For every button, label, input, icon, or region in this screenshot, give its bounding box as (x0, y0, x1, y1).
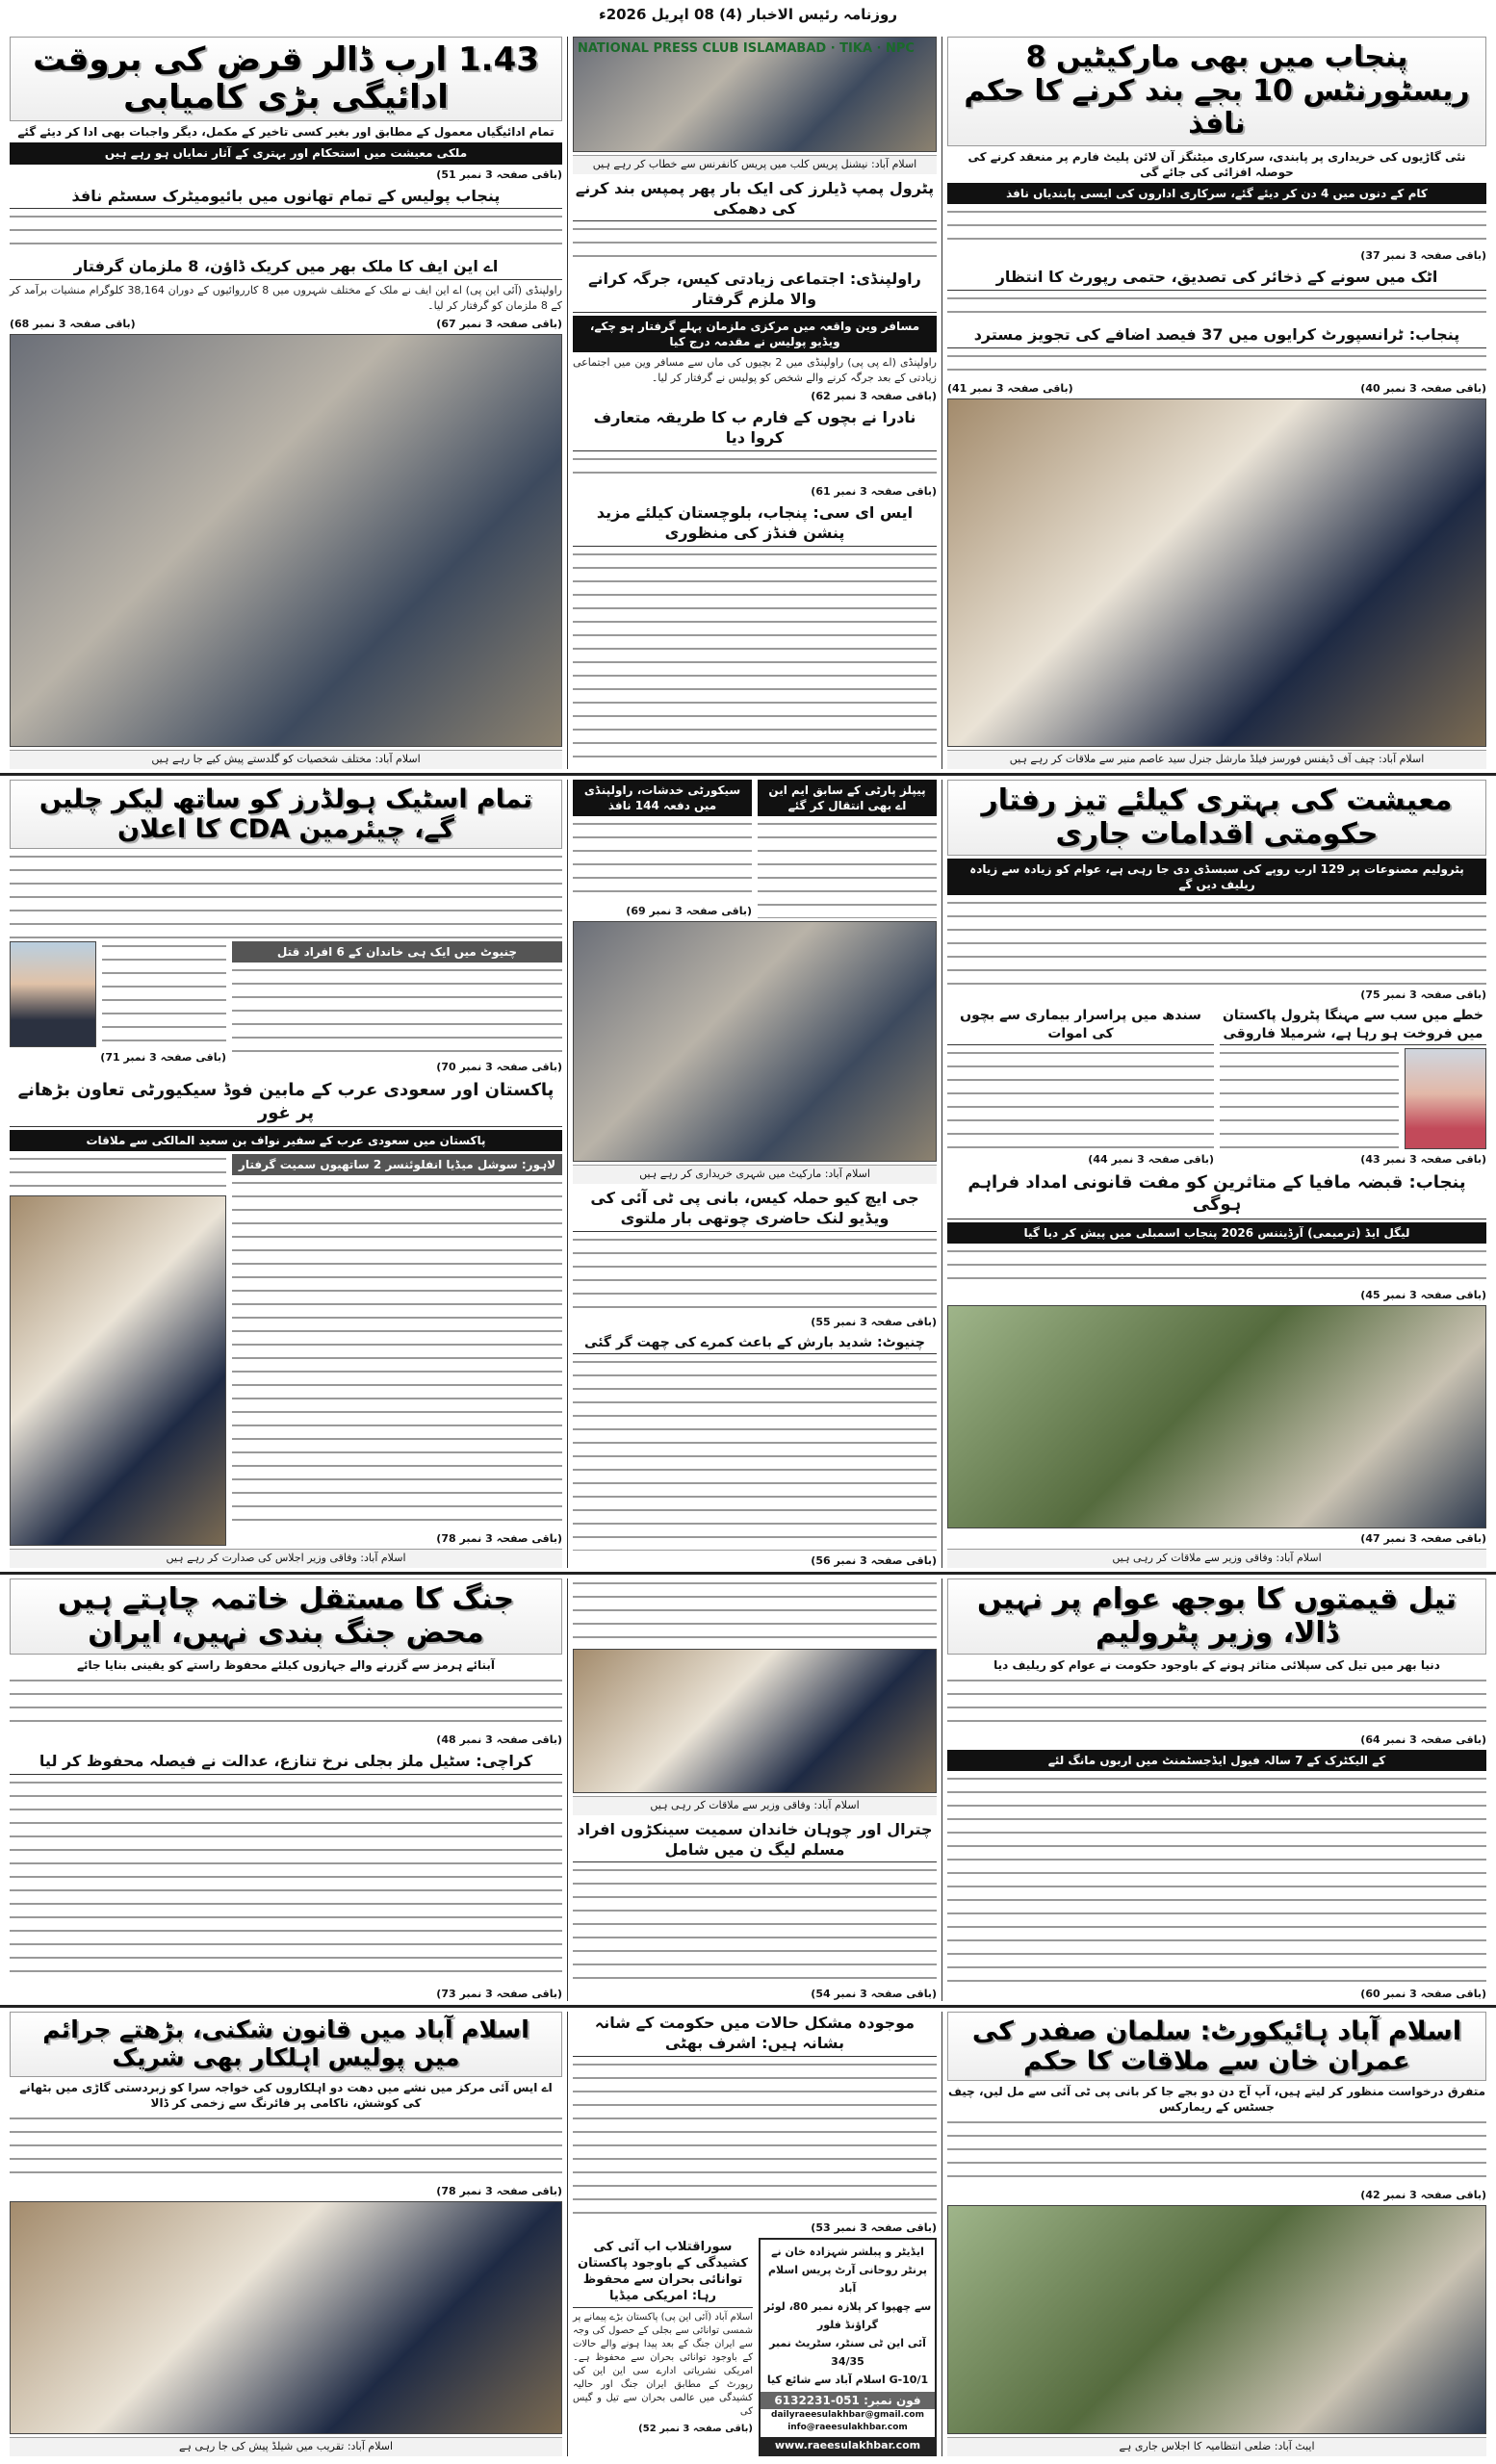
photo-caption: اسلام آباد: وفاقی وزیر سے ملاقات کر رہی ہیں (947, 1549, 1486, 1568)
imprint-line: آئی این ٹی سنٹر، سٹریٹ نمبر 34/35 (769, 2337, 926, 2368)
continued-ref: (باقی صفحہ 3 نمبر 37) (1360, 249, 1486, 263)
article-body (947, 207, 1486, 245)
subhead-bar: پاکستان میں سعودی عرب کے سفیر نواف بن سعید المالکی سے ملاقات (10, 1130, 562, 1151)
article-body (10, 1676, 562, 1730)
article-body (947, 294, 1486, 321)
story-row (10, 1154, 562, 1546)
left-column (5, 37, 567, 769)
photo-caption: اسلام آباد: نیشنل پریس کلب میں پریس کانفرنس سے خطاب کر رہے ہیں (573, 155, 937, 174)
story-row (573, 780, 937, 918)
left-column (5, 1578, 567, 2001)
headline-pmln-joining: چترال اور چوہان خاندان سمیت سینکڑوں افراد مسلم لیگ ن میں شامل (573, 1818, 937, 1863)
article-body: راولپنڈی (آئی این پی) اے این ایف نے ملک کے مختلف شہروں میں 8 کارروائیوں کے دوران 38,164 کلوگرام منشیات برآمد کر کے 8 ملزمان کو گرفتار کر لیا۔ (10, 284, 562, 313)
photo-saudi-meeting (10, 1195, 226, 1546)
section-band-4 (0, 2008, 1496, 2460)
photo-market (573, 921, 937, 1162)
subhead-bar: کام کے دنوں میں 4 دن کر دیئے گئے، سرکاری اداروں کی ایسی پابندیاں نافذ (947, 183, 1486, 204)
photo-backdrop-text: NATIONAL PRESS CLUB ISLAMABAD · TIKA · NPC (578, 41, 915, 56)
headline-iran-war: جنگ کا مستقل خاتمہ چاہتے ہیں محض جنگ بندی نہیں، ایران (10, 1578, 562, 1655)
subhead: آبنائے ہرمز سے گزرنے والے جہازوں کیلئے محفوظ راستے کو یقینی بنایا جائے (76, 1658, 496, 1672)
article-body (573, 1865, 937, 1984)
photo-caption: اسلام آباد: وفاقی وزیر سے ملاقات کر رہی ہیں (573, 1796, 937, 1815)
headline-ecc-pension: ایس ای سی: پنجاب، بلوچستان کیلئے مزید پنشن فنڈز کی منظوری (573, 501, 937, 547)
headline-islamabad-crime: اسلام آباد میں قانون شکنی، بڑھتے جرائم میں پولیس اہلکار بھی شریک (10, 2012, 562, 2077)
story-section-144 (573, 780, 752, 918)
article-body (573, 1235, 937, 1312)
email-address[interactable]: info@raeesulakhbar.com (787, 2423, 908, 2432)
continued-ref: (باقی صفحہ 3 نمبر 43) (1360, 1152, 1486, 1166)
story-ppp (758, 780, 937, 918)
article-body (10, 212, 562, 252)
story-official (10, 941, 226, 1074)
continued-ref: (باقی صفحہ 3 نمبر 53) (811, 2221, 937, 2234)
headline-nadra-form-b: نادرا نے بچوں کے فارم ب کا طریقہ متعارف کروا دیا (573, 406, 937, 451)
photo-caption: ایبٹ آباد: ضلعی انتظامیہ کا اجلاس جاری ہے (947, 2437, 1486, 2456)
story-body-row (1220, 1048, 1486, 1149)
center-column (567, 2012, 942, 2456)
continued-ref: (باقی صفحہ 3 نمبر 68) (10, 318, 136, 331)
continued-ref: (باقی صفحہ 3 نمبر 41) (947, 381, 1073, 395)
continued-ref: (باقی صفحہ 3 نمبر 44) (1088, 1152, 1214, 1166)
story-sindh (947, 1005, 1214, 1166)
lead-headline-loan-payment: 1.43 ارب ڈالر قرض کی بروقت ادائیگی بڑی کامیابی (10, 37, 562, 121)
continued-ref: (باقی صفحہ 3 نمبر 73) (436, 1988, 562, 2000)
continued-ref: (باقی صفحہ 3 نمبر 52) (638, 2423, 753, 2434)
left-column (5, 2012, 567, 2456)
article-body (758, 819, 937, 918)
subhead: متفرق درخواست منظور کر لیتے ہیں، آپ آج دن دو بجے جا کر بانی پی ٹی آئی سے مل لیں، چیف جسٹس کے ریمارکس (947, 2085, 1486, 2115)
section-band-2 (0, 776, 1496, 1575)
article-body (10, 1154, 226, 1193)
continued-ref: (باقی صفحہ 3 نمبر 45) (1360, 1288, 1486, 1301)
headline-chiniot-murder: چنیوٹ میں ایک ہی خاندان کے 6 افراد قتل (232, 941, 562, 962)
masthead-date-line: روزنامہ رئیس الاخبار (4) 08 اپریل 2026ء (599, 6, 897, 23)
continued-ref: (باقی صفحہ 3 نمبر 67) (436, 318, 562, 331)
continued-ref: (باقی صفحہ 3 نمبر 42) (1360, 2189, 1486, 2202)
photo-official-portrait (10, 941, 96, 1047)
photo-sharmila-farooqi (1405, 1048, 1486, 1149)
article-body (947, 1048, 1214, 1149)
article-body (1220, 1048, 1399, 1149)
photo-minister-meeting (947, 1305, 1486, 1528)
story-saudi (10, 1154, 226, 1546)
photo-meeting (947, 398, 1486, 748)
headline-ihc-salman-safdar: اسلام آباد ہائیکورٹ: سلمان صفدر کی عمران خان سے ملاقات کا حکم (947, 2012, 1486, 2081)
story-body-row (10, 941, 226, 1047)
headline-energy-crisis: سوراقتلاب اب آئی کی کشیدگی کے باوجود پاکستان توانائی بحران سے محفوظ رہا: امریکی میڈیا (573, 2238, 753, 2308)
subhead: تمام ادائیگیاں معمول کے مطابق اور بغیر کسی تاخیر کے مکمل، دیگر واجبات بھی ادا کر دیئے گئے (17, 125, 555, 140)
photo-bouquet-ceremony (10, 334, 562, 747)
continued-ref: (باقی صفحہ 3 نمبر 70) (436, 1061, 562, 1074)
continued-ref: (باقی صفحہ 3 نمبر 54) (811, 1988, 937, 2000)
article-body (573, 550, 937, 769)
email-address[interactable]: dailyraeesulakhbar@gmail.com (771, 2410, 924, 2420)
photo-abbottabad-meeting (947, 2205, 1486, 2434)
section-band-3 (0, 1575, 1496, 2008)
phone-number: فون نمبر: 051-6132231 (761, 2392, 935, 2409)
imprint-line: G-10/1 اسلام آباد سے شائع کیا (766, 2374, 929, 2386)
article-body (573, 2060, 937, 2218)
story-influencer (232, 1154, 562, 1546)
headline-section-144: سیکورٹی خدشات، راولپنڈی میں دفعہ 144 نافذ (573, 780, 752, 816)
headline-transport-fares: پنجاب: ٹرانسپورٹ کرایوں میں 37 فیصد اضافے کی تجویز مسترد (947, 323, 1486, 348)
continued-ref: (باقی صفحہ 3 نمبر 60) (1360, 1988, 1486, 2000)
continued-ref: (باقی صفحہ 3 نمبر 69) (626, 905, 752, 918)
center-column (567, 37, 942, 769)
article-body: راولپنڈی (اے پی پی) راولپنڈی میں 2 بچیوں کی ماں سے مسافر وین میں اجتماعی زیادتی کے بعد جرگہ کرنے والے شخص کو پولیس نے گرفتار کر لیا۔ (573, 356, 937, 385)
continued-ref: (باقی صفحہ 3 نمبر 78) (436, 2184, 562, 2197)
headline-steel-mills: کراچی: سٹیل ملز بجلی نرخ تنازع، عدالت نے فیصلہ محفوظ کر لیا (10, 1750, 562, 1775)
headline-petroleum-minister: تیل قیمتوں کا بوجھ عوام پر نہیں ڈالا، وزیر پٹرولیم (947, 1578, 1486, 1655)
article-body (573, 224, 937, 265)
article-body (947, 1676, 1486, 1730)
story-row (947, 1005, 1486, 1166)
headline-attock-gold: اٹک میں سونے کے ذخائر کی تصدیق، حتمی رپورٹ کا انتظار (947, 266, 1486, 291)
photo-caption: اسلام آباد: وفاقی وزیر اجلاس کی صدارت کر رہے ہیں (10, 1549, 562, 1568)
subhead: اے ایس آئی مرکز میں نشے میں دھت دو اہلکاروں کی خواجہ سرا کو زبردستی گاڑی میں بٹھانے کی کوشش، ناکامی پر فائرنگ سے زخمی کر ڈالا (19, 2080, 553, 2110)
headline-saudi-food-security: پاکستان اور سعودی عرب کے مابین فوڈ سیکیورٹی تعاون بڑھانے پر غور (10, 1077, 562, 1127)
article-body (573, 1578, 937, 1646)
continued-ref: (باقی صفحہ 3 نمبر 47) (1360, 1532, 1486, 1546)
subhead: نئی گاڑیوں کی خریداری پر پابندی، سرکاری میٹنگز آن لائن پلیٹ فارم پر منعقد کرنے کی حوصلہ افزائی کی جائے گی (967, 149, 1466, 179)
article-body (573, 819, 752, 901)
photo-caption: اسلام آباد: چیف آف ڈیفنس فورسز فیلڈ مارشل جنرل سید عاصم منیر سے ملاقات کر رہے ہیں (947, 750, 1486, 769)
photo-center-meeting (573, 1649, 937, 1793)
continued-ref: (باقی صفحہ 3 نمبر 62) (811, 390, 937, 403)
publisher-imprint-box (759, 2238, 937, 2456)
imprint-line: پرنٹر روحانی آرٹ پریس اسلام آباد (767, 2264, 928, 2295)
headline-petrol-dealers: پٹرول پمپ ڈیلرز کی ایک بار پھر پمپس بند کرنے کی دھمکی (573, 177, 937, 222)
article-body (10, 852, 562, 938)
website-link[interactable]: www.raeesulakhbar.com (761, 2437, 935, 2454)
headline-sharmila-farooqi: خطے میں سب سے مہنگا پٹرول پاکستان میں فروخت ہو رہا ہے، شرمیلا فاروقی (1220, 1005, 1486, 1044)
right-column (942, 780, 1491, 1568)
continued-ref: (باقی صفحہ 3 نمبر 78) (436, 1532, 562, 1546)
article-body: اسلام آباد (آئی این پی) پاکستان بڑے پیمانے پر شمسی توانائی سے بجلی کے حصول کی وجہ سے ایران جنگ کے بعد پیدا ہونے والے حالات کے باوجود توانائی بحران سے محفوظ ہے۔ امریکی نشریاتی ادارے سی این این کی رپورٹ کے مطابق ایران جنگ اور حالیہ کشیدگی میں عالمی بحران سے تیل و گیس کی (573, 2311, 753, 2417)
article-body (10, 1778, 562, 1984)
story-row (10, 941, 562, 1074)
continued-ref: (باقی صفحہ 3 نمبر 64) (1360, 1733, 1486, 1747)
headline-sindh-disease: سندھ میں پراسرار بیماری سے بچوں کی اموات (947, 1005, 1214, 1044)
article-body (232, 965, 562, 1057)
story-sharmila (1220, 1005, 1486, 1166)
article-body (102, 941, 226, 1047)
imprint-line: ایڈیٹر و پبلشر شہزادہ خان نے (771, 2246, 924, 2258)
continued-ref: (باقی صفحہ 3 نمبر 56) (811, 1554, 937, 1567)
headline-biometric-system: پنجاب پولیس کے تمام تھانوں میں بائیومیٹرک سسٹم نافذ (10, 185, 562, 210)
photo-caption: اسلام آباد: مارکیٹ میں شہری خریداری کر رہے ہیں (573, 1165, 937, 1184)
headline-ppp-former-mna: پیپلز پارٹی کے سابق ایم این اے بھی انتقال کر گئے (758, 780, 937, 816)
article-body (573, 1357, 937, 1551)
subhead: دنیا بھر میں تیل کی سپلائی متاثر ہونے کے باوجود حکومت نے عوام کو ریلیف دیا (993, 1658, 1440, 1672)
continued-ref: (باقی صفحہ 3 نمبر 40) (1360, 381, 1486, 395)
photo-shield-ceremony (10, 2201, 562, 2434)
headline-cda-chairman: تمام اسٹیک ہولڈرز کو ساتھ لیکر چلیں گے، چیئرمین CDA کا اعلان (10, 780, 562, 849)
article-body (947, 1774, 1486, 1984)
right-column (942, 1578, 1491, 2001)
headline-k-electric: کے الیکٹرک کے 7 سالہ فیول ایڈجسٹمنٹ میں اربوں مانگ لئے (947, 1750, 1486, 1771)
story-row (573, 2238, 937, 2456)
right-column (942, 2012, 1491, 2456)
article-body (947, 898, 1486, 985)
story-energy-crisis (573, 2238, 753, 2456)
continued-ref: (باقی صفحہ 3 نمبر 55) (811, 1315, 937, 1328)
photo-caption: اسلام آباد: تقریب میں شیلڈ پیش کی جا رہی ہے (10, 2437, 562, 2456)
center-column (567, 780, 942, 1568)
headline-economy-measures: معیشت کی بہتری کیلئے تیز رفتار حکومتی اقدامات جاری (947, 780, 1486, 856)
headline-ghq-case: جی ایچ کیو حملہ کیس، بانی پی ٹی آئی کی ویڈیو لنک حاضری چوتھی بار ملتوی (573, 1187, 937, 1232)
ref-row (10, 317, 562, 331)
left-column (5, 780, 567, 1568)
ref-row (947, 381, 1486, 396)
subhead-bar: لیگل ایڈ (ترمیمی) آرڈیننس 2026 پنجاب اسمبلی میں پیش کر دیا گیا (947, 1222, 1486, 1244)
imprint-line: سے چھپوا کر پلازہ نمبر 80، لوئر گراؤنڈ فلور (763, 2300, 932, 2331)
headline-legal-aid: پنجاب: قبضہ مافیا کے متاثرین کو مفت قانونی امداد فراہم ہوگی (947, 1169, 1486, 1219)
article-body (947, 1246, 1486, 1285)
center-column (567, 1578, 942, 2001)
photo-press-club (573, 37, 937, 152)
story-chiniot-murder (232, 941, 562, 1074)
continued-ref: (باقی صفحہ 3 نمبر 51) (436, 167, 562, 181)
headline-ashraf-bhatti: موجودہ مشکل حالات میں حکومت کے شانہ بشانہ ہیں: اشرف بھٹی (573, 2012, 937, 2057)
article-body (573, 454, 937, 481)
headline-anf-crackdown: اے این ایف کا ملک بھر میں کریک ڈاؤن، 8 ملزمان گرفتار (10, 255, 562, 280)
subhead-bar: مسافر وین واقعہ میں مرکزی ملزمان پہلے گرفتار ہو چکے، ویڈیو پولیس نے مقدمہ درج کیا (573, 316, 937, 352)
right-column (942, 37, 1491, 769)
article-body (10, 2114, 562, 2181)
subhead-bar: ملکی معیشت میں استحکام اور بہتری کے آثار نمایاں ہو رہے ہیں (10, 142, 562, 164)
continued-ref: (باقی صفحہ 3 نمبر 75) (1360, 988, 1486, 1002)
photo-caption: اسلام آباد: مختلف شخصیات کو گلدستے پیش کیے جا رہے ہیں (10, 750, 562, 769)
headline-rawalpindi-case: راولپنڈی: اجتماعی زیادتی کیس، جرگہ کرانے والا ملزم گرفتار (573, 268, 937, 313)
section-band-1 (0, 33, 1496, 776)
continued-ref: (باقی صفحہ 3 نمبر 61) (811, 485, 937, 498)
article-body (947, 351, 1486, 378)
headline-chiniot-roof: چنیوٹ: شدید بارش کے باعث کمرے کی چھت گر گئی (573, 1332, 937, 1354)
lead-headline-market-closing: پنجاب میں بھی مارکیٹیں 8 ریسٹورنٹس 10 بجے بند کرنے کا حکم نافذ (947, 37, 1486, 146)
article-body (232, 1178, 562, 1528)
continued-ref: (باقی صفحہ 3 نمبر 48) (436, 1733, 562, 1747)
article-body (947, 2118, 1486, 2185)
headline-influencer-arrest: لاہور: سوشل میڈیا انفلوئنسر 2 ساتھیوں سمیت گرفتار (232, 1154, 562, 1175)
continued-ref: (باقی صفحہ 3 نمبر 71) (100, 1051, 226, 1065)
subhead-bar: پٹرولیم مصنوعات پر 129 ارب روپے کی سبسڈی دی جا رہی ہے، عوام کو زیادہ سے زیادہ ریلیف دیں گے (947, 859, 1486, 895)
